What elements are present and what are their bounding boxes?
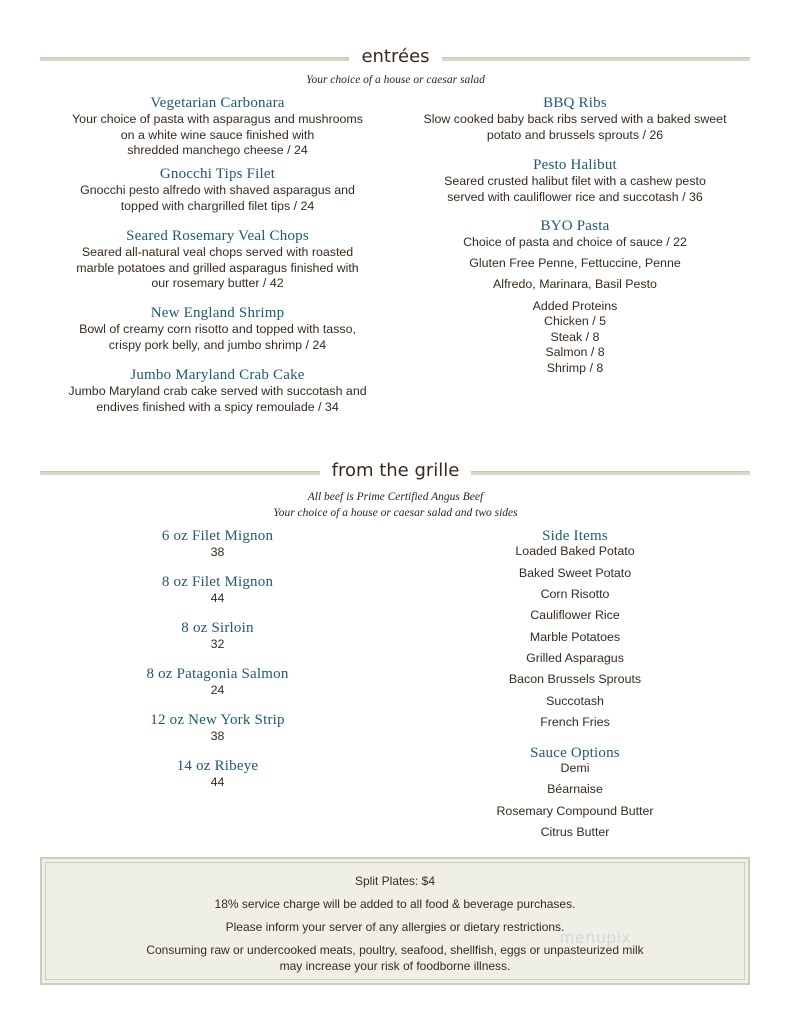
item-desc: Jumbo Maryland crab cake served with succotash and endives finished with a spicy remoulade / 34	[68, 384, 367, 414]
byo-protein: Steak / 8	[550, 330, 600, 344]
byo-pastas: Gluten Free Penne, Fettuccine, Penne	[469, 256, 681, 270]
item-price: 24	[210, 683, 225, 697]
item-name: BBQ Ribs	[543, 95, 607, 111]
entree-veal-chops	[40, 228, 395, 292]
consumption-warning: Consuming raw or undercooked meats, poultry, seafood, shellfish, eggs or unpasteurized milk may increase your risk of foodborne illness.	[146, 943, 644, 973]
item-desc: Bowl of creamy corn risotto and topped with tasso, crispy pork belly, and jumbo shrimp / 24	[79, 322, 356, 352]
side-item: Grilled Asparagus	[526, 651, 624, 665]
side-item: Corn Risotto	[540, 587, 610, 601]
item-price: 44	[210, 775, 225, 789]
item-name: BYO Pasta	[540, 218, 610, 234]
item-price: 38	[210, 729, 225, 743]
entree-vegetarian-carbonara	[40, 95, 395, 159]
side-item: Bacon Brussels Sprouts	[508, 672, 642, 686]
side-item: Succotash	[546, 694, 604, 708]
item-desc: Choice of pasta and choice of sauce / 22	[463, 235, 687, 249]
entrees-title: entrées	[0, 46, 791, 67]
grille-title: from the grille	[0, 460, 791, 481]
sauce-item: Béarnaise	[547, 782, 603, 796]
byo-protein: Salmon / 8	[545, 345, 605, 359]
side-item: Cauliflower Rice	[530, 608, 620, 622]
side-item: Marble Potatoes	[529, 630, 621, 644]
grille-subtitle-salad: Your choice of a house or caesar salad and two sides	[273, 507, 518, 519]
item-name: Vegetarian Carbonara	[150, 95, 285, 111]
item-name: Seared Rosemary Veal Chops	[126, 228, 309, 244]
footer-notice-box	[40, 857, 750, 985]
sides-heading-label: Side Items	[542, 528, 608, 544]
sauces-heading	[395, 745, 755, 762]
steak-item	[40, 666, 395, 699]
item-name: 8 oz Patagonia Salmon	[146, 666, 289, 682]
sauce-item: Citrus Butter	[540, 825, 610, 839]
entrees-subtitle: Your choice of a house or caesar salad	[306, 74, 485, 86]
grille-subtitle-beef: All beef is Prime Certified Angus Beef	[307, 491, 484, 503]
byo-protein: Chicken / 5	[544, 314, 606, 328]
item-desc: Slow cooked baby back ribs served with a baked sweet potato and brussels sprouts / 26	[423, 112, 727, 142]
item-price: 32	[210, 637, 225, 651]
sides-heading	[395, 528, 755, 545]
steak-item	[40, 620, 395, 653]
allergy-note: Please inform your server of any allergies or dietary restrictions.	[225, 920, 565, 934]
service-charge-note: 18% service charge will be added to all food & beverage purchases.	[214, 897, 576, 911]
byo-protein: Shrimp / 8	[546, 361, 604, 375]
side-item: Baked Sweet Potato	[518, 566, 632, 580]
item-desc: Your choice of pasta with asparagus and mushrooms on a white wine sauce finished with shredded manchego cheese / 24	[72, 112, 363, 157]
entree-gnocchi-tips-filet	[40, 166, 395, 214]
entree-pesto-halibut	[395, 157, 755, 205]
entree-bbq-ribs	[395, 95, 755, 143]
sauces-heading-label: Sauce Options	[530, 745, 620, 761]
item-name: 6 oz Filet Mignon	[161, 528, 274, 544]
item-name: 8 oz Filet Mignon	[161, 574, 274, 590]
item-name: New England Shrimp	[150, 305, 285, 321]
item-price: 38	[210, 545, 225, 559]
item-price: 44	[210, 591, 225, 605]
steak-item	[40, 574, 395, 607]
sauce-item: Rosemary Compound Butter	[496, 804, 654, 818]
entree-new-england-shrimp	[40, 305, 395, 353]
item-name: 14 oz Ribeye	[176, 758, 259, 774]
item-desc: Seared all-natural veal chops served with roasted marble potatoes and grilled asparagus finished with our rosemary butter / 42	[76, 245, 359, 290]
split-plates-note: Split Plates: $4	[354, 874, 436, 888]
entree-byo-pasta	[395, 218, 755, 251]
sauce-item: Demi	[560, 761, 590, 775]
item-name: Gnocchi Tips Filet	[159, 166, 276, 182]
byo-sauces: Alfredo, Marinara, Basil Pesto	[493, 277, 657, 291]
steak-item	[40, 528, 395, 561]
watermark: menupix	[560, 928, 632, 947]
side-item: Loaded Baked Potato	[515, 544, 635, 558]
byo-proteins-heading: Added Proteins	[532, 299, 618, 313]
steak-item	[40, 712, 395, 745]
entree-crab-cake	[40, 367, 395, 415]
steak-item	[40, 758, 395, 791]
item-name: 12 oz New York Strip	[150, 712, 285, 728]
side-item: French Fries	[540, 715, 610, 729]
item-desc: Seared crusted halibut filet with a cashew pesto served with cauliflower rice and succotash / 36	[444, 174, 706, 204]
item-desc: Gnocchi pesto alfredo with shaved asparagus and topped with chargrilled filet tips / 24	[80, 183, 355, 213]
item-name: Pesto Halibut	[533, 157, 617, 173]
item-name: 8 oz Sirloin	[181, 620, 254, 636]
item-name: Jumbo Maryland Crab Cake	[130, 367, 305, 383]
